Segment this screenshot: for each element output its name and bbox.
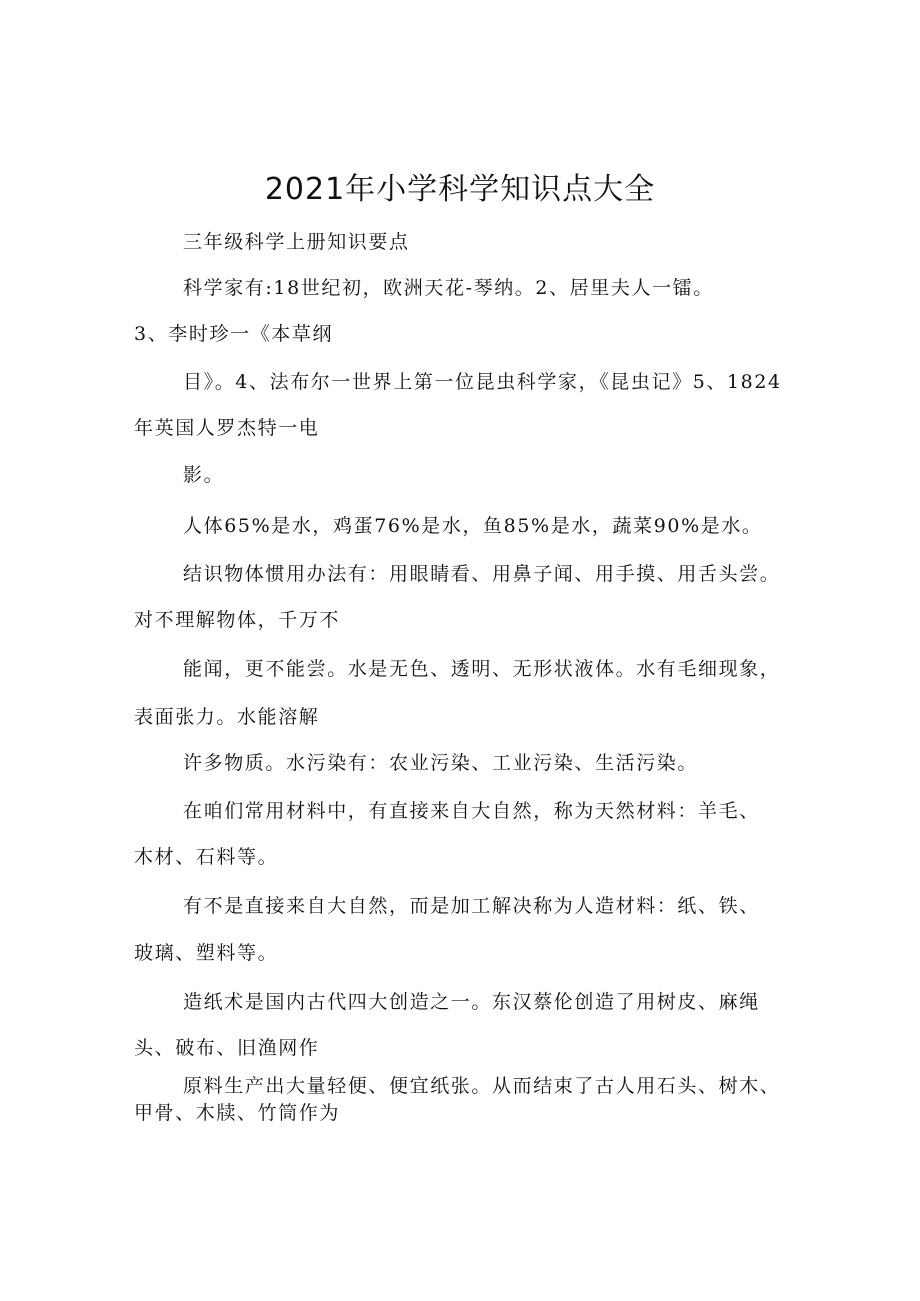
text-line: 在咱们常用材料中，有直接来自大自然，称为天然材料：羊毛、 (183, 800, 760, 822)
text-line: 目》。4、法布尔一世界上第一位昆虫科学家，《昆虫记》5、1824 (183, 371, 782, 393)
text-line: 对不理解物体，千万不 (134, 609, 341, 631)
text-line: 许多物质。水污染有：农业污染、工业污染、生活污染。 (183, 752, 699, 774)
text-line: 能闻，更不能尝。水是无色、透明、无形状液体。水有毛细现象， (183, 658, 781, 680)
text-line: 人体65%是水，鸡蛋76%是水，鱼85%是水，蔬菜90%是水。 (183, 515, 763, 537)
text-line-grade-heading: 三年级科学上册知识要点 (183, 231, 410, 253)
text-line: 玻璃、塑料等。 (134, 942, 279, 964)
text-line: 甲骨、木牍、竹筒作为 (134, 1102, 341, 1124)
text-line: 木材、石料等。 (134, 846, 279, 868)
text-line: 头、破布、旧渔网作 (134, 1037, 320, 1059)
text-line: 原料生产出大量轻便、便宜纸张。从而结束了古人用石头、树木、 (183, 1075, 781, 1097)
text-line: 有不是直接来自大自然，而是加工解决称为人造材料：纸、铁、 (183, 895, 760, 917)
text-line: 科学家有:18世纪初，欧洲天花-琴纳。2、居里夫人一镭。 (183, 277, 714, 299)
text-line: 表面张力。水能溶解 (134, 706, 320, 728)
document-title: 2021年小学科学知识点大全 (264, 172, 656, 207)
text-line: 造纸术是国内古代四大创造之一。东汉蔡伦创造了用树皮、麻绳 (183, 991, 760, 1013)
text-line: 3、李时珍一《本草纲 (134, 323, 334, 345)
text-line: 年英国人罗杰特一电 (134, 417, 320, 439)
text-line: 结识物体惯用办法有：用眼睛看、用鼻子闻、用手摸、用舌头尝。 (183, 563, 781, 585)
text-line: 影。 (183, 464, 225, 486)
